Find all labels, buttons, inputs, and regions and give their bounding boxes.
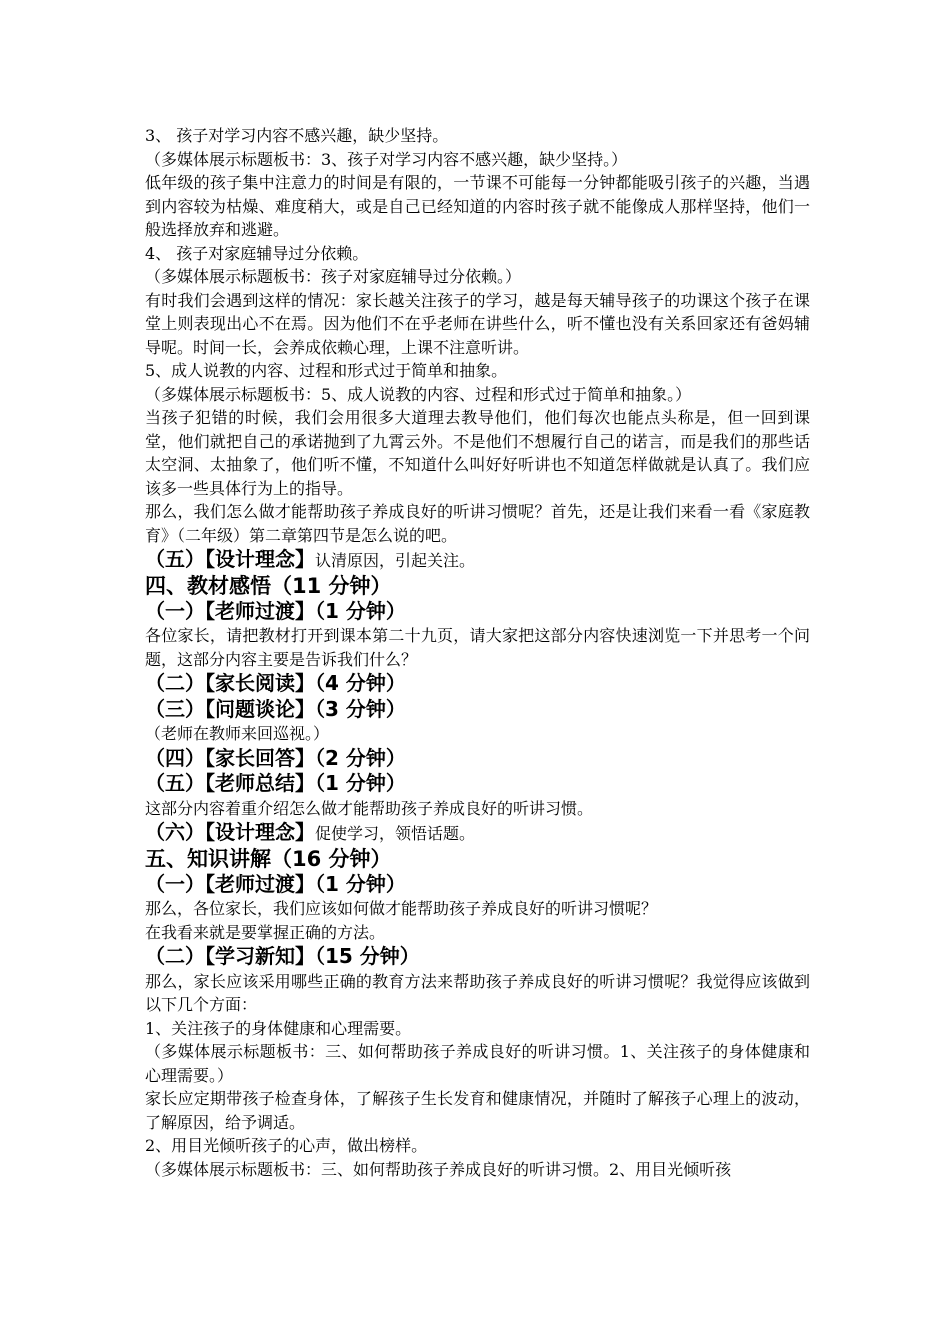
paragraph: 在我看来就是要掌握正确的方法。 bbox=[145, 922, 386, 942]
section-heading: （三）【问题谈论】（3 分钟） bbox=[145, 696, 406, 721]
paragraph: 有时我们会遇到这样的情况：家长越关注孩子的学习，越是每天辅导孩子的功课这个孩子在课堂上则表现出心不在焉。因为他们不在乎老师在讲些什么，听不懂也没有关系回家还有爸妈辅导呢。时间一长，会养成依赖心理，上课不注意听讲。 bbox=[145, 290, 810, 357]
list-item-2: 2、用目光倾听孩子的心声，做出榜样。 bbox=[145, 1136, 428, 1155]
board-note: （多媒体展示标题板书：孩子对家庭辅导过分依赖。） bbox=[145, 267, 522, 286]
section-heading: （四）【家长回答】（2 分钟） bbox=[145, 745, 406, 770]
list-item-3: 3、 孩子对学习内容不感兴趣，缺少坚持。 bbox=[145, 126, 449, 145]
board-note: （多媒体展示标题板书：三、如何帮助孩子养成良好的听讲习惯。1、关注孩子的身体健康和心理需要。） bbox=[145, 1042, 810, 1085]
paragraph: 这部分内容着重介绍怎么做才能帮助孩子养成良好的听讲习惯。 bbox=[145, 798, 594, 818]
list-item-4: 4、 孩子对家庭辅导过分依赖。 bbox=[145, 243, 369, 263]
paragraph: 低年级的孩子集中注意力的时间是有限的，一节课不可能每一分钟都能吸引孩子的兴趣，当遇到内容较为枯燥、难度稍大，或是自己已经知道的内容时孩子就不能像成人那样坚持，他们一般选择放弃和逃避。 bbox=[145, 173, 810, 239]
section-heading: （六）【设计理念】促使学习，领悟话题。 bbox=[145, 820, 476, 844]
paragraph: 当孩子犯错的时候，我们会用很多大道理去教导他们，他们每次也能点头称是，但一回到课堂，他们就把自己的承诺抛到了九霄云外。不是他们不想履行自己的诺言，而是我们的那些话太空洞、太抽象了，他们听不懂，不知道什么叫好好听讲也不知道怎样做就是认真了。我们应该多一些具体行为上的指导。 bbox=[145, 408, 810, 498]
list-item-5: 5、成人说教的内容、过程和形式过于简单和抽象。 bbox=[145, 361, 508, 380]
section-heading: （一）【老师过渡】（1 分钟） bbox=[145, 871, 406, 896]
chapter-heading: 五、知识讲解（16 分钟） bbox=[145, 846, 392, 871]
paragraph: 那么，我们怎么做才能帮助孩子养成良好的听讲习惯呢？首先，还是让我们来看一看《家庭教育》（二年级）第二章第四节是怎么说的吧。 bbox=[145, 502, 810, 545]
paragraph: 各位家长，请把教材打开到课本第二十九页，请大家把这部分内容快速浏览一下并思考一个问题，这部分内容主要是告诉我们什么？ bbox=[145, 626, 810, 669]
board-note: （多媒体展示标题板书：三、如何帮助孩子养成良好的听讲习惯。2、用目光倾听孩 bbox=[145, 1159, 732, 1179]
chapter-heading: 四、教材感悟（11 分钟） bbox=[145, 573, 392, 598]
section-heading: （二）【家长阅读】（4 分钟） bbox=[145, 671, 406, 695]
board-note: （多媒体展示标题板书：5、成人说教的内容、过程和形式过于简单和抽象。） bbox=[145, 384, 692, 404]
section-heading: （五）【设计理念】认清原因，引起关注。 bbox=[145, 547, 476, 571]
document-page bbox=[145, 124, 810, 1181]
paragraph: 那么，家长应该采用哪些正确的教育方法来帮助孩子养成良好的听讲习惯呢？我觉得应该做到以下几个方面： bbox=[145, 971, 810, 1014]
section-heading: （一）【老师过渡】（1 分钟） bbox=[145, 598, 406, 623]
section-heading: （五）【老师总结】（1 分钟） bbox=[145, 771, 406, 795]
section-heading: （二）【学习新知】（15 分钟） bbox=[145, 944, 420, 968]
paragraph: （老师在教师来回巡视。） bbox=[145, 724, 330, 743]
paragraph: 家长应定期带孩子检查身体，了解孩子生长发育和健康情况，并随时了解孩子心理上的波动，了解原因，给予调适。 bbox=[145, 1089, 810, 1132]
board-note: （多媒体展示标题板书：3、孩子对学习内容不感兴趣，缺少坚持。） bbox=[145, 149, 628, 169]
paragraph: 那么，各位家长，我们应该如何做才能帮助孩子养成良好的听讲习惯呢？ bbox=[145, 899, 658, 918]
list-item-1: 1、关注孩子的身体健康和心理需要。 bbox=[145, 1018, 412, 1038]
